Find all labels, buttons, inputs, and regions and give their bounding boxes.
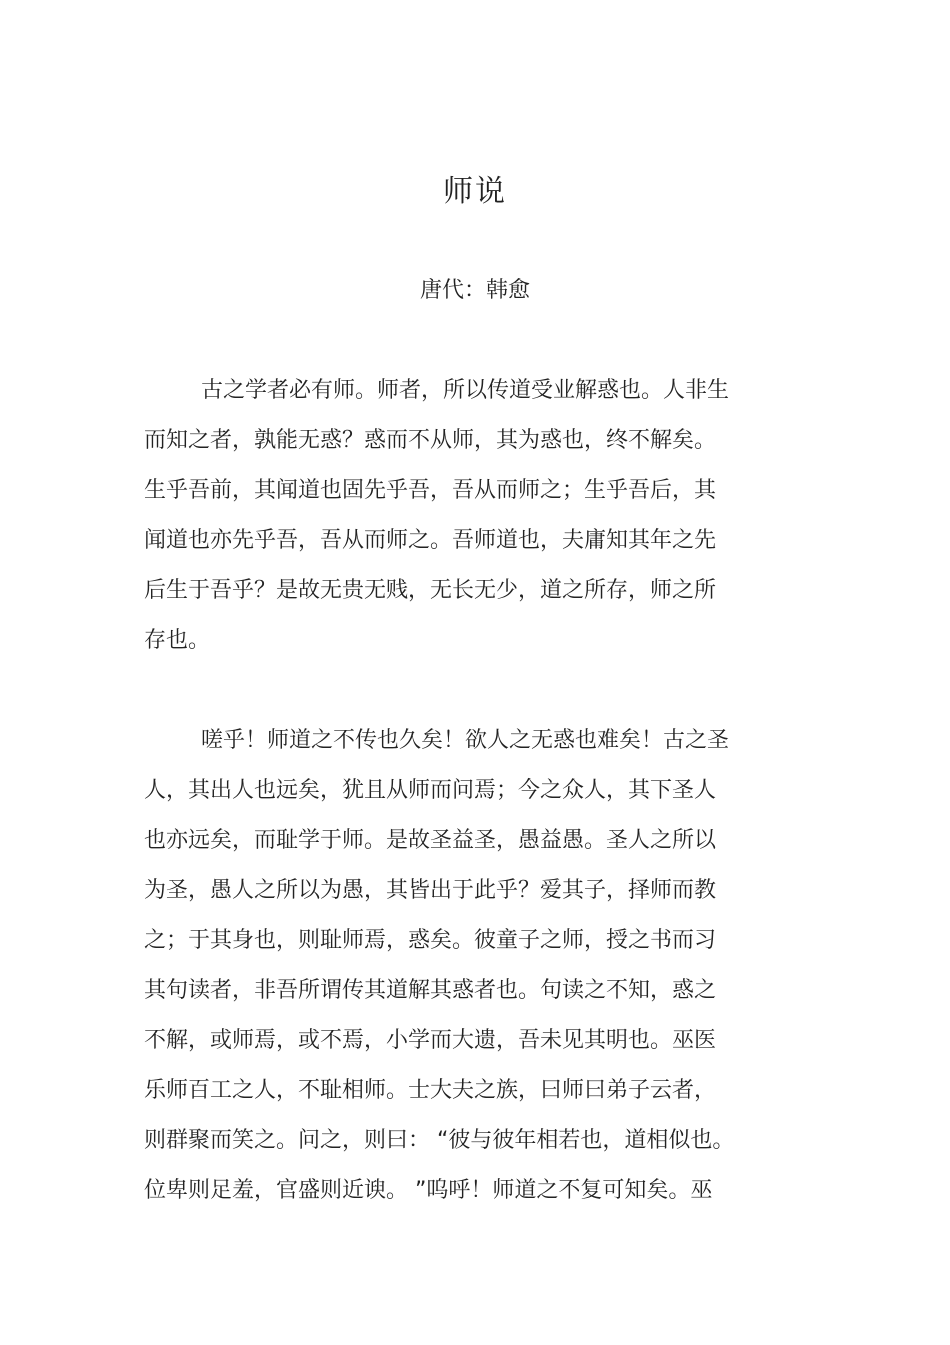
text-line: 为圣，愚人之所以为愚，其皆出于此乎？爱其子，择师而教 (144, 878, 717, 903)
text-line: 位卑则足羞，官盛则近谀。 ”呜呼！师道之不复可知矣。巫 (144, 1178, 713, 1203)
paragraph-1 (144, 366, 804, 666)
author-line: 唐代：韩愈 (419, 278, 530, 303)
text-line: 人，其出人也远矣，犹且从师而问焉；今之众人，其下圣人 (144, 778, 717, 803)
text-line: 而知之者，孰能无惑？惑而不从师，其为惑也，终不解矣。 (144, 428, 717, 453)
text-line: 后生于吾乎？是故无贵无贱，无长无少，道之所存，师之所 (144, 578, 717, 603)
text-line: 存也。 (144, 628, 211, 653)
document-title: 师说 (443, 174, 507, 209)
text-line: 则群聚而笑之。问之，则曰： “彼与彼年相若也，道相似也。 (144, 1128, 735, 1153)
text-line: 乐师百工之人，不耻相师。士大夫之族，曰师曰弟子云者， (144, 1078, 717, 1103)
text-line: 闻道也亦先乎吾，吾从而师之。吾师道也，夫庸知其年之先 (144, 528, 717, 553)
text-line: 嗟乎！师道之不传也久矣！欲人之无惑也难矣！古之圣 (201, 728, 730, 753)
text-line: 之；于其身也，则耻师焉，惑矣。彼童子之师，授之书而习 (144, 928, 717, 953)
paragraph-2 (144, 716, 804, 1216)
text-line: 生乎吾前，其闻道也固先乎吾，吾从而师之；生乎吾后，其 (144, 478, 717, 503)
text-line: 古之学者必有师。师者，所以传道受业解惑也。人非生 (201, 378, 730, 403)
text-line: 其句读者，非吾所谓传其道解其惑者也。句读之不知，惑之 (144, 978, 717, 1003)
text-line: 也亦远矣，而耻学于师。是故圣益圣，愚益愚。圣人之所以 (144, 828, 717, 853)
text-line: 不解，或师焉，或不焉，小学而大遗，吾未见其明也。巫医 (144, 1028, 717, 1053)
